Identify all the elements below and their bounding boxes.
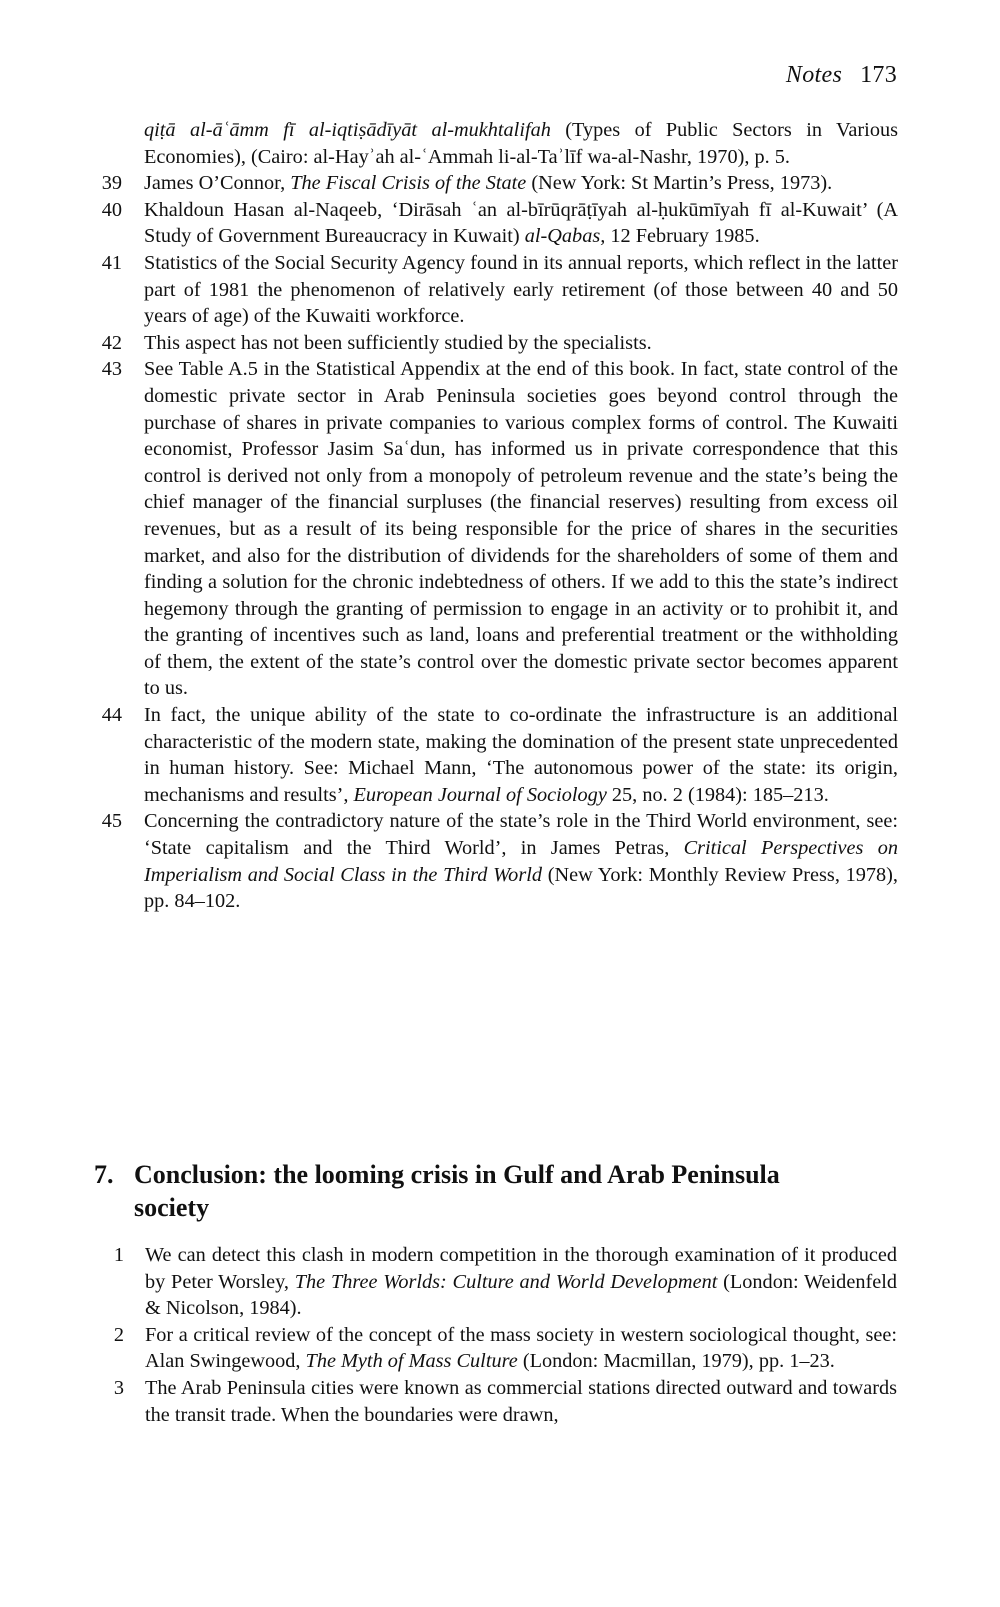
footnote-text [144, 199, 898, 248]
footnote [88, 808, 898, 914]
text-run: In fact, the unique ability of the state to co-ordinate the infrastructure is an additional characteristic of the modern state, making the domination of the present state unprecedented in human history. See: Michael Mann, ‘The autonomous power of the state: its origin, mechanisms and results’, [144, 704, 898, 806]
italic-text: European Journal of Sociology [353, 783, 607, 806]
italic-text: Critical Perspectives on Imperialism and Social Class in the Third World [144, 837, 898, 886]
text-run: (London: Macmillan, 1979), pp. 1–23. [517, 1350, 835, 1373]
italic-text: al-Qabas, [524, 225, 606, 248]
footnote-number: 1 [113, 1244, 124, 1266]
text-run: For a critical review of the concept of the mass society in western sociological thought, see: Alan Swingewood, [145, 1323, 897, 1373]
footnote [88, 250, 898, 330]
italic-text: The Myth of Mass Culture [305, 1350, 518, 1373]
footnote-text [145, 1324, 897, 1373]
footnote-number: 3 [113, 1376, 124, 1399]
footnote [97, 1322, 897, 1375]
footnote-number: 40 [101, 198, 122, 221]
chapter-title-line1: Conclusion: the looming crisis in Gulf and Arab Peninsula [134, 1160, 780, 1189]
chapter-number: 7. [94, 1160, 114, 1189]
text-run: This aspect has not been sufficiently studied by the specialists. [144, 331, 652, 354]
text-run: (London: Weidenfeld & Nicolson, 1984). [145, 1270, 897, 1320]
text-run: See Table A.5 in the Statistical Appendix at the end of this book. In fact, state control of the domestic private sector in Arab Peninsula societies goes beyond control through the purchase of shares in private companies to various complex forms of control. The Kuwaiti economist, Professor Jasim Saʿdun, has informed us in private correspondence that this control is derived not only from a monopoly of petroleum revenue and the state’s being the chief manager of the financial surpluses (the financial reserves) resulting from excess oil revenues, but as a result of its being responsible for the price of shares in the securities market, and also for the distribution of dividends for the shareholders of some of them and finding a solution for the chronic indebtedness of others. If we add to this the state’s indirect hegemony through the granting of permission to engage in an activity or to prohibit it, and the granting of incentives such as land, loans and preferential treatment or the withholding of them, the extent of the state’s control over the domestic private sector becomes apparent to us. [144, 358, 898, 700]
footnote [88, 702, 898, 808]
text-run: (New York: Monthly Review Press, 1978), pp. 84–102. [144, 863, 898, 913]
footnote-text [144, 704, 898, 806]
footnote-number: 44 [101, 704, 122, 727]
footnote-text [144, 252, 898, 327]
chapter-notes-list [97, 1242, 897, 1428]
text-run: (Types of Public Sectors in Various Economies), (Cairo: al-Hayʾah al-ʿAmmah li-al-Taʾlīf wa-al-Nashr, 1970), p. 5. [144, 119, 898, 168]
chapter-heading [94, 1158, 874, 1224]
notes-items [88, 170, 898, 915]
footnote-number: 42 [101, 331, 122, 354]
italic-text: The Three Worlds: Culture and World Development [294, 1270, 718, 1293]
text-run: The Arab Peninsula cities were known as commercial stations directed outward and towards the transit trade. When the boundaries were drawn, [145, 1376, 897, 1426]
text-run: James O’Connor, [144, 172, 291, 195]
footnote-number: 41 [101, 251, 122, 274]
text-run: We can detect this clash in modern competition in the thorough examination of it produced by Peter Worsley, [145, 1244, 897, 1293]
text-run: (New York: St Martin’s Press, 1973). [526, 172, 833, 195]
footnote-text [144, 358, 898, 699]
text-run: 25, no. 2 (1984): 185–213. [606, 783, 829, 806]
footnote [88, 356, 898, 702]
footnote [97, 1242, 897, 1322]
footnote-number: 2 [113, 1323, 124, 1346]
italic-text: The Fiscal Crisis of the State [290, 172, 527, 195]
footnote-text [144, 172, 832, 194]
chapter-title-line2: society [134, 1193, 210, 1222]
page-number: 173 [860, 62, 897, 88]
italic-text: qiṭā al-āʿāmm fī al-iqtiṣādīyāt al-mukhtalifah [144, 119, 551, 141]
footnote-text [145, 1244, 897, 1319]
footnote-text [144, 810, 898, 912]
footnote [88, 170, 898, 197]
text-run: Concerning the contradictory nature of the state’s role in the Third World environment, see: ‘State capitalism and the Third World’, in James Petras, [144, 810, 898, 860]
running-head [786, 62, 897, 89]
footnote-number: 39 [101, 172, 122, 195]
note-text [144, 119, 898, 168]
footnote-text [145, 1377, 897, 1426]
footnote-text [144, 332, 652, 354]
footnote [97, 1375, 897, 1428]
running-title: Notes [785, 62, 843, 88]
footnote [88, 330, 898, 357]
text-run: Khaldoun Hasan al-Naqeeb, ‘Dirāsah ʿan al-bīrūqrāṭīyah al-ḥukūmīyah fī al-Kuwait’ (A Study of Government Bureaucracy in Kuwait) [144, 198, 898, 248]
text-run: Statistics of the Social Security Agency found in its annual reports, which reflect in the latter part of 1981 the phenomenon of relatively early retirement (of those between 40 and 50 years of age) of the Kuwaiti workforce. [144, 251, 898, 328]
notes-list [88, 117, 898, 915]
footnote [88, 197, 898, 250]
text-run: 12 February 1985. [605, 225, 760, 248]
footnote-number: 43 [101, 358, 122, 381]
note-38-continuation [88, 117, 898, 170]
footnote-number: 45 [101, 810, 122, 833]
